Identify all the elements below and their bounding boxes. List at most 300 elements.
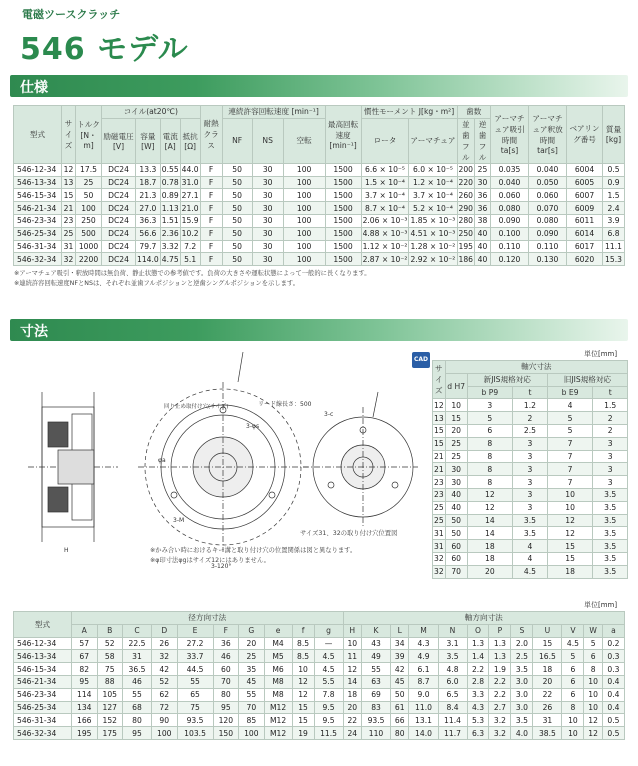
dims-cell: 4.0 — [511, 727, 533, 740]
dims-cell: 8.4 — [438, 701, 467, 714]
dims-cell: 62 — [152, 688, 178, 701]
spec-cell: 21 — [62, 202, 76, 215]
spec-cell: 0.5 — [603, 163, 625, 176]
dims-cell: 3.5 — [511, 663, 533, 676]
dims-cell: 6 — [562, 663, 584, 676]
fixing-label: 回り止め取付け穴(サイズ) — [164, 404, 229, 410]
bore-cell: 12 — [467, 501, 512, 514]
spec-cell: 50 — [222, 176, 252, 189]
bore-cell: 3 — [467, 399, 512, 412]
dims-cell: 3.2 — [489, 714, 511, 727]
bore-cell: 20 — [467, 565, 512, 578]
bore-cell: 7 — [547, 476, 593, 489]
dims-col-header: e — [264, 624, 292, 637]
dims-cell: M5 — [264, 650, 292, 663]
dims-col-header: B — [97, 624, 123, 637]
bore-cell: 23 — [434, 477, 444, 487]
spec-cell: 546-13-34 — [14, 176, 62, 189]
spec-cell: 1.12 × 10⁻² — [362, 241, 408, 251]
dims-cell: 75 — [97, 663, 123, 676]
bore-cell: 60 — [445, 552, 467, 565]
dims-cell: 105 — [97, 688, 123, 701]
table-row — [433, 399, 628, 412]
dims-cell: 55 — [362, 663, 391, 676]
dims-cell: 8.5 — [292, 637, 314, 650]
bore-th-t2: t — [593, 386, 628, 399]
dims-cell: 2.2 — [467, 663, 489, 676]
spec-cell: 40 — [475, 227, 491, 240]
dims-cell: 3.5 — [438, 650, 467, 663]
bore-cell: 25 — [445, 437, 467, 450]
spec-cell: 2.4 — [603, 202, 625, 215]
spec-cell: 0.090 — [529, 227, 567, 240]
spec-cell: 6020 — [567, 253, 603, 266]
bore-cell: 7 — [547, 437, 593, 450]
bore-cell: 10 — [445, 399, 467, 412]
table-row — [433, 412, 628, 425]
spec-cell: 1500 — [325, 253, 361, 266]
dimension-drawing — [28, 352, 418, 577]
table-row — [14, 688, 625, 701]
dims-cell: 95 — [72, 675, 98, 688]
spec-cell: 546-31-34 — [14, 240, 62, 253]
dims-cell: 546-13-34 — [14, 650, 72, 663]
angle-label: 3-120° — [211, 563, 232, 570]
dims-cell: — — [314, 637, 343, 650]
table-row — [14, 227, 625, 240]
spec-cell: 13.3 — [136, 163, 161, 176]
spec-cell: 31.0 — [181, 177, 199, 187]
spec-cell: 546-25-34 — [14, 227, 62, 240]
table-row — [433, 476, 628, 489]
dims-cell: 4.8 — [438, 663, 467, 676]
dims-cell: 150 — [213, 727, 239, 740]
table-row — [433, 565, 628, 578]
spec-cell: DC24 — [102, 163, 136, 176]
dims-cell: 70 — [213, 675, 239, 688]
bore-cell: 3 — [513, 488, 548, 501]
bore-cell: 6 — [467, 424, 512, 437]
spec-cell: 260 — [458, 190, 473, 200]
spec-cell: DC24 — [102, 214, 136, 227]
dims-cell: 3.0 — [511, 701, 533, 714]
bore-cell: 3 — [513, 450, 548, 463]
dims-cell: 2.0 — [511, 637, 533, 650]
bore-cell: 8 — [467, 463, 512, 476]
dims-cell: 46 — [213, 650, 239, 663]
dims-cell: 85 — [239, 714, 265, 727]
dims-section-title: 寸法 — [20, 324, 48, 340]
spec-cell: 21.3 — [136, 189, 161, 202]
dims-cell: 75 — [177, 701, 213, 714]
spec-section-title: 仕様 — [20, 80, 48, 96]
spec-cell: 0.080 — [491, 202, 529, 215]
dims-cell: M8 — [264, 675, 292, 688]
dims-cell: 175 — [97, 727, 123, 740]
dims-cell: 20 — [533, 675, 562, 688]
spec-cell: 17.5 — [76, 163, 102, 176]
spec-cell: 6.8 — [603, 227, 625, 240]
spec-cell: 50 — [222, 214, 252, 227]
bore-th-header: 軸穴寸法 — [445, 361, 627, 374]
dims-cell: 95 — [123, 727, 152, 740]
spec-cell: 30 — [252, 176, 283, 189]
dims-th-radial: 径方向寸法 — [72, 612, 344, 625]
th-coil-r: 抵抗 [Ω] — [180, 118, 200, 163]
spec-cell: 50 — [222, 163, 252, 176]
dims-cell: 152 — [97, 714, 123, 727]
dims-cell: M12 — [264, 727, 292, 740]
spec-cell: 25 — [76, 176, 102, 189]
spec-cell: 0.060 — [491, 189, 529, 202]
dims-cell: 22.5 — [123, 637, 152, 650]
spec-cell: F — [200, 163, 222, 176]
dims-cell: 50 — [391, 688, 409, 701]
spec-cell: 79.7 — [136, 240, 161, 253]
dims-cell: 100 — [152, 727, 178, 740]
spec-cell: 100 — [283, 163, 325, 176]
dims-cell: 63 — [362, 675, 391, 688]
table-row — [14, 701, 625, 714]
dims-col-header: U — [533, 624, 562, 637]
spec-cell: 31 — [62, 240, 76, 253]
th-coil-v: 励磁電圧 [V] — [102, 118, 136, 163]
spec-cell: 40 — [475, 253, 491, 266]
dims-cell: 110 — [362, 727, 391, 740]
bore-cell: 18 — [467, 540, 512, 553]
dims-cell: 36 — [213, 637, 239, 650]
bore-cell: 10 — [547, 501, 593, 514]
dims-cell: 546-15-34 — [14, 663, 72, 676]
dims-cell: 15 — [292, 701, 314, 714]
th-rotor: ロータ — [361, 118, 409, 163]
bore-th-be9: b E9 — [547, 386, 593, 399]
dims-cell: 8.7 — [409, 675, 438, 688]
bore-cell: 3.5 — [593, 488, 628, 501]
bore-cell: 20 — [445, 424, 467, 437]
dims-cell: 93.5 — [177, 714, 213, 727]
table-row — [14, 176, 625, 189]
spec-cell: 15 — [62, 189, 76, 202]
dims-cell: 3.1 — [438, 637, 467, 650]
bore-cell: 15 — [445, 412, 467, 425]
bore-cell: 3.5 — [593, 514, 628, 527]
dims-cell: 45 — [391, 675, 409, 688]
dims-cell: 166 — [72, 714, 98, 727]
dims-cell: 103.5 — [177, 727, 213, 740]
dims-cell: 127 — [97, 701, 123, 714]
dims-col-header: O — [467, 624, 489, 637]
bore-th-size: サイズ — [433, 361, 446, 399]
spec-cell: 50 — [222, 227, 252, 240]
th-insul: 耐熱クラス — [200, 106, 222, 164]
table-row — [14, 240, 625, 253]
bore-cell: 15 — [547, 540, 593, 553]
bore-cell: 30 — [445, 463, 467, 476]
bore-cell: 5 — [547, 424, 593, 437]
table-row — [433, 463, 628, 476]
dims-cell: 195 — [72, 727, 98, 740]
dims-cell: 14.0 — [409, 727, 438, 740]
spec-cell: 6004 — [567, 163, 603, 176]
spec-cell: DC24 — [102, 189, 136, 202]
dims-cell: 10 — [562, 727, 584, 740]
dims-cell: 11.5 — [314, 727, 343, 740]
side-hub — [58, 450, 94, 484]
bore-cell: 15 — [434, 439, 444, 449]
lead-wire — [238, 352, 243, 382]
spec-cell: 0.090 — [491, 214, 529, 227]
spec-cell: 0.55 — [161, 165, 179, 175]
spec-cell: 546-23-34 — [14, 214, 62, 227]
dims-cell: 18 — [343, 688, 361, 701]
bore-cell: 40 — [445, 488, 467, 501]
spec-cell: F — [200, 227, 222, 240]
spec-cell: 0.035 — [491, 163, 529, 176]
dims-col-header: K — [362, 624, 391, 637]
spec-cell: 6.6 × 10⁻⁵ — [361, 163, 409, 176]
table-row — [14, 675, 625, 688]
front2-hole-3 — [392, 482, 398, 488]
spec-cell: 0.130 — [529, 253, 567, 266]
dims-cell: 33.7 — [177, 650, 213, 663]
cad-icon[interactable]: CAD — [412, 352, 430, 368]
bore-cell: 2 — [593, 412, 628, 425]
spec-cell: 100 — [283, 202, 325, 215]
bore-cell: 31 — [434, 528, 444, 538]
dims-col-header: L — [391, 624, 409, 637]
bore-cell: 21 — [434, 451, 444, 461]
dims-cell: 9.5 — [314, 714, 343, 727]
dims-col-header: f — [292, 624, 314, 637]
spec-cell: 50 — [222, 202, 252, 215]
dims-cell: 16.5 — [533, 650, 562, 663]
side-coil-lower — [48, 487, 68, 512]
dims-cell: 546-32-34 — [14, 727, 72, 740]
dims-cell: 8 — [562, 701, 584, 714]
spec-cell: 1.2 × 10⁻⁴ — [409, 176, 457, 189]
spec-cell: 2200 — [76, 253, 102, 266]
th-maxspeed: 最高回転速度 [min⁻¹] — [325, 106, 361, 164]
bore-cell: 3.5 — [593, 565, 628, 578]
spec-cell: 100 — [283, 253, 325, 266]
dims-cell: 69 — [362, 688, 391, 701]
spec-cell: 50 — [222, 253, 252, 266]
dims-cell: 5.5 — [314, 675, 343, 688]
table-row — [433, 501, 628, 514]
spec-cell: 21.0 — [181, 203, 199, 213]
dims-cell: 0.3 — [602, 663, 624, 676]
dims-cell: 0.4 — [602, 675, 624, 688]
dims-cell: M4 — [264, 637, 292, 650]
dims-cell: 546-31-34 — [14, 714, 72, 727]
spec-cell: DC24 — [102, 176, 136, 189]
bore-cell: 14 — [467, 514, 512, 527]
spec-cell: 0.78 — [161, 177, 179, 187]
dims-cell: 80 — [391, 727, 409, 740]
dims-cell: 22 — [343, 714, 361, 727]
dims-cell: 12 — [584, 714, 602, 727]
bore-cell: 10 — [547, 488, 593, 501]
dims-col-header: a — [602, 624, 624, 637]
table-row — [433, 450, 628, 463]
dims-cell: 52 — [97, 637, 123, 650]
spec-cell: 6014 — [567, 227, 603, 240]
bore-cell: 7 — [547, 450, 593, 463]
dims-cell: 43 — [362, 637, 391, 650]
th-idle: 空転 — [283, 118, 325, 163]
dims-cell: 26 — [533, 701, 562, 714]
dims-cell: 67 — [72, 650, 98, 663]
th-inertia: 慣性モーメント J[kg・m²] — [361, 106, 457, 119]
dims-col-header: D — [152, 624, 178, 637]
bore-cell: 1.2 — [513, 399, 548, 412]
th-bearing: ベアリング番号 — [567, 106, 603, 164]
th-coil-w: 容量 [W] — [136, 118, 161, 163]
dims-cell: 34 — [391, 637, 409, 650]
spec-cell: 100 — [283, 176, 325, 189]
dims-cell: 8.5 — [292, 650, 314, 663]
dims-cell: 10 — [584, 701, 602, 714]
dims-cell: 2.2 — [489, 688, 511, 701]
spec-cell: 12 — [62, 163, 76, 176]
dims-cell: 3.0 — [511, 675, 533, 688]
front-hole-2 — [171, 492, 177, 498]
bore-cell: 12 — [547, 527, 593, 540]
spec-cell: 7.2 — [180, 240, 200, 253]
bore-th-dh7: d H7 — [445, 373, 467, 399]
bore-cell: 12 — [467, 488, 512, 501]
bore-cell: 8 — [467, 437, 512, 450]
table-row — [433, 552, 628, 565]
spec-cell: 0.070 — [529, 202, 567, 215]
dims-cell: 36.5 — [123, 663, 152, 676]
spec-cell: 1500 — [325, 227, 361, 240]
bore-cell: 2 — [593, 424, 628, 437]
bore-cell: 3.5 — [513, 527, 548, 540]
dims-cell: 31 — [533, 714, 562, 727]
spec-cell: DC24 — [102, 202, 136, 215]
bore-cell: 4 — [547, 399, 593, 412]
dims-cell: 39 — [391, 650, 409, 663]
dims-cell: 20 — [343, 701, 361, 714]
table-row — [433, 437, 628, 450]
bore-cell: 70 — [445, 565, 467, 578]
dims-cell: 8 — [584, 663, 602, 676]
phi-label: 3-φs — [246, 423, 260, 430]
bore-cell: 2 — [513, 412, 548, 425]
dims-cell: 9.5 — [314, 701, 343, 714]
dims-cell: 5.3 — [467, 714, 489, 727]
table-row — [433, 527, 628, 540]
bore-th-t1: t — [513, 386, 548, 399]
dims-cell: 57 — [72, 637, 98, 650]
dims-cell: 546-23-34 — [14, 688, 72, 701]
spec-cell: 36 — [475, 202, 491, 215]
bore-cell: 32 — [434, 567, 444, 577]
dims-cell: 49 — [362, 650, 391, 663]
spec-cell: 200 — [458, 165, 473, 175]
dims-cell: 0.2 — [602, 637, 624, 650]
phi-a-label: φa — [158, 457, 166, 464]
dims-cell: 32 — [152, 650, 178, 663]
bore-cell: 25 — [434, 515, 444, 525]
dims-cell: 10 — [584, 675, 602, 688]
bore-cell: 40 — [445, 501, 467, 514]
dims-cell: 12 — [292, 675, 314, 688]
dims-cell: 90 — [152, 714, 178, 727]
dims-cell: 1.3 — [489, 650, 511, 663]
dims-cell: 83 — [362, 701, 391, 714]
dims-cell: 0.4 — [602, 701, 624, 714]
spec-cell: 100 — [283, 240, 325, 253]
spec-cell: 0.120 — [491, 253, 529, 266]
spec-cell: 2.87 × 10⁻² — [362, 254, 408, 264]
spec-cell: 3.7 × 10⁻⁴ — [361, 189, 409, 202]
dims-cell: 11.0 — [409, 701, 438, 714]
spec-cell: 0.040 — [529, 163, 567, 176]
th-coil-a: 電流 [A] — [160, 118, 180, 163]
spec-cell: 1.13 — [161, 203, 179, 213]
bore-unit: 単位[mm] — [584, 350, 618, 358]
dims-cell: 4.3 — [409, 637, 438, 650]
dims-cell: 5 — [584, 637, 602, 650]
dims-cell: 52 — [152, 675, 178, 688]
spec-cell: 8.7 × 10⁻⁴ — [361, 202, 409, 215]
spec-cell: 1.85 × 10⁻³ — [410, 216, 456, 226]
dims-cell: 6 — [584, 650, 602, 663]
spec-cell: 1500 — [325, 189, 361, 202]
spec-cell: 195 — [458, 241, 473, 251]
spec-cell: 114.0 — [137, 254, 159, 264]
spec-cell: 13 — [62, 176, 76, 189]
bore-cell: 5 — [547, 412, 593, 425]
spec-cell: 100 — [283, 214, 325, 227]
bore-cell: 50 — [445, 527, 467, 540]
spec-cell: 27.1 — [181, 190, 199, 200]
spec-cell: 0.9 — [603, 176, 625, 189]
bore-cell: 4.5 — [513, 565, 548, 578]
spec-cell: 11.1 — [603, 240, 625, 253]
th-teeth-rev: 逆歯フル — [475, 118, 491, 163]
table-row — [14, 214, 625, 227]
dims-cell: 2.2 — [489, 675, 511, 688]
page-subtitle: 電磁ツースクラッチ — [22, 8, 121, 21]
th-model: 型式 — [14, 106, 62, 164]
bore-cell: 3 — [593, 450, 628, 463]
spec-cell: 50 — [222, 189, 252, 202]
spec-cell: 6005 — [567, 176, 603, 189]
spec-cell: 0.080 — [529, 214, 567, 227]
spec-cell: 6011 — [567, 214, 603, 227]
dims-cell: 4.3 — [467, 701, 489, 714]
bore-cell: 21 — [434, 464, 444, 474]
dims-cell: 12 — [343, 663, 361, 676]
dims-section-header — [10, 319, 628, 341]
spec-cell: 0.110 — [491, 240, 529, 253]
spec-cell: 100 — [283, 189, 325, 202]
dims-cell: 0.5 — [602, 727, 624, 740]
bore-cell: 12 — [434, 400, 444, 410]
dims-cell: M12 — [264, 714, 292, 727]
bore-cell: 60 — [445, 540, 467, 553]
dims-cell: 6.5 — [438, 688, 467, 701]
dims-cell: 11 — [343, 650, 361, 663]
dims-cell: 61 — [391, 701, 409, 714]
dims-cell: 0.4 — [602, 688, 624, 701]
bore-cell: 18 — [547, 565, 593, 578]
spec-cell: 6.0 × 10⁻⁵ — [409, 163, 457, 176]
